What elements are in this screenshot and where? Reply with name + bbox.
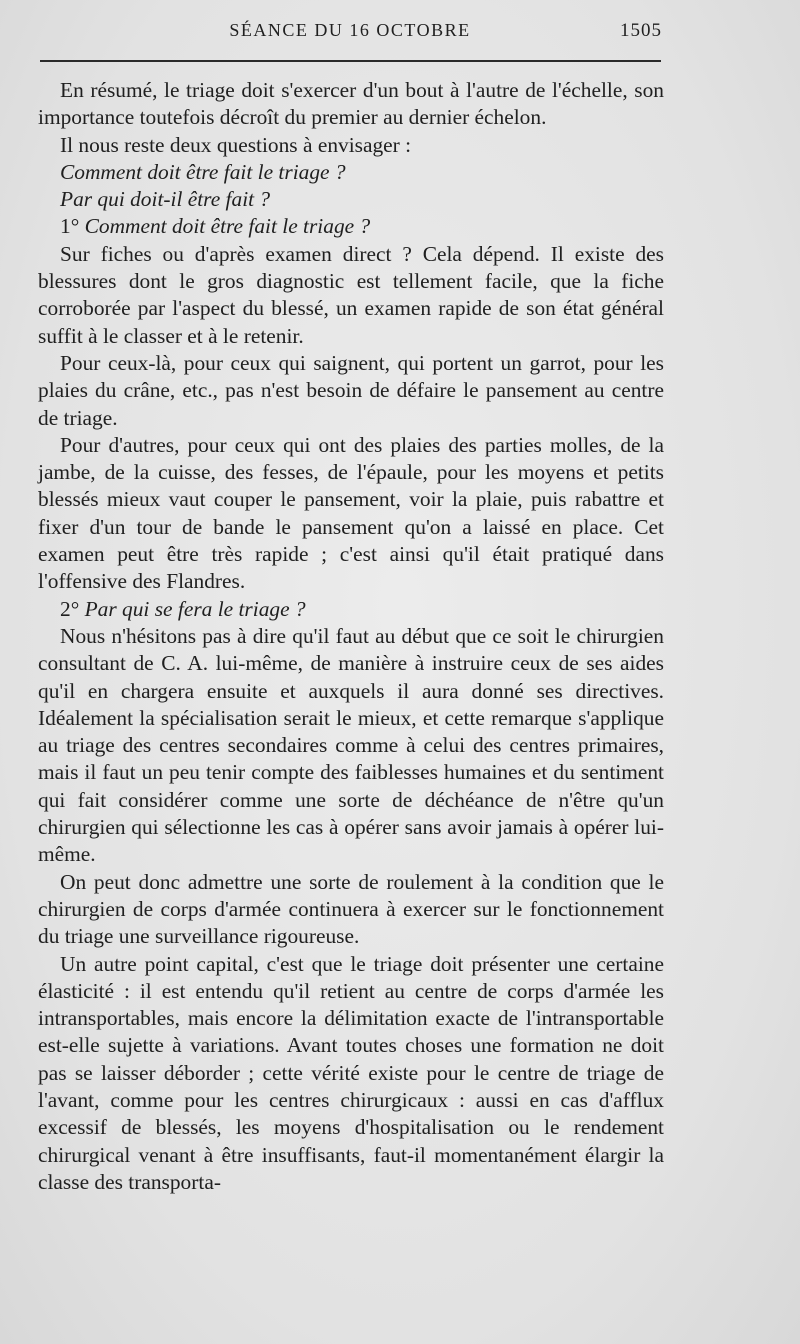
paragraph: Nous n'hésitons pas à dire qu'il faut au début que ce soit le chirurgien consultant de C. A. lui-même, de manière à instruire ceux de ses aides qu'il en chargera ensuite et auxquels il aura donné ses directives. Idéalement la spécialisation serait le mieux, et cette remarque s'applique au triage des centres secondaires comme à celui des centres primaires, mais il faut un peu tenir compte des faiblesses humaines et du sentiment qui fait considérer comme une sorte de déchéance de n'être qu'un chirurgien qui sélectionne les cas à opérer sans avoir jamais à opérer lui-même. <box>38 623 664 867</box>
question-line: Par qui doit-il être fait ? <box>60 187 271 212</box>
paragraph: Un autre point capital, c'est que le triage doit présenter une certaine élasticité : il est entendu qu'il retient au centre de corps d'armée les intransportables, mais encore la délimitation exacte de l'intransportable est-elle sujette à variations. Avant toutes choses une formation ne doit pas se laisser déborder ; cette vérité existe pour le centre de triage de l'avant, comme pour les centres chirurgicaux : aussi en cas d'afflux excessif de blessés, les moyens d'hospitalisation ou le rendement chirurgical venant à être insuffisants, faut-il momentanément élargir la classe des transporta- <box>38 951 664 1194</box>
section-title: Comment doit être fait le triage ? <box>84 214 371 239</box>
header-rule <box>40 60 661 62</box>
section-number: 2° <box>60 596 85 621</box>
page-number: 1505 <box>620 20 662 41</box>
section-heading <box>38 596 664 623</box>
paragraph: En résumé, le triage doit s'exercer d'un bout à l'autre de l'échelle, son importance toutefois décroît du premier au dernier échelon. <box>38 78 664 130</box>
section-number: 1° <box>60 214 85 239</box>
section-heading <box>38 213 664 240</box>
paragraph: Pour d'autres, pour ceux qui ont des plaies des parties molles, de la jambe, de la cuisse, des fesses, de l'épaule, pour les moyens et petits blessés mieux vaut couper le pansement, voir la plaie, puis rabattre et fixer d'un tour de bande le pansement qu'on a laissé en place. Cet examen peut être très rapide ; c'est ainsi qu'il était pratiqué dans l'offensive des Flandres. <box>38 432 664 594</box>
section-title: Par qui se fera le triage ? <box>84 596 306 621</box>
paragraph: Il nous reste deux questions à envisager : <box>60 132 412 157</box>
body-text <box>38 77 664 1196</box>
question-line: Comment doit être fait le triage ? <box>60 159 346 184</box>
paragraph: Pour ceux-là, pour ceux qui saignent, qui portent un garrot, pour les plaies du crâne, etc., pas n'est besoin de défaire le pansement au centre de triage. <box>38 350 664 430</box>
page-header <box>38 18 662 48</box>
running-title: SÉANCE DU 16 OCTOBRE <box>229 20 471 40</box>
paragraph: Sur fiches ou d'après examen direct ? Cela dépend. Il existe des blessures dont le gros diagnostic est tellement facile, que la fiche corroborée par l'aspect du blessé, un examen rapide de son état général suffit à le classer et à le retenir. <box>38 241 664 348</box>
paragraph: On peut donc admettre une sorte de roulement à la condition que le chirurgien de corps d'armée continuera à exercer sur le fonctionnement du triage une surveillance rigoureuse. <box>38 869 664 949</box>
